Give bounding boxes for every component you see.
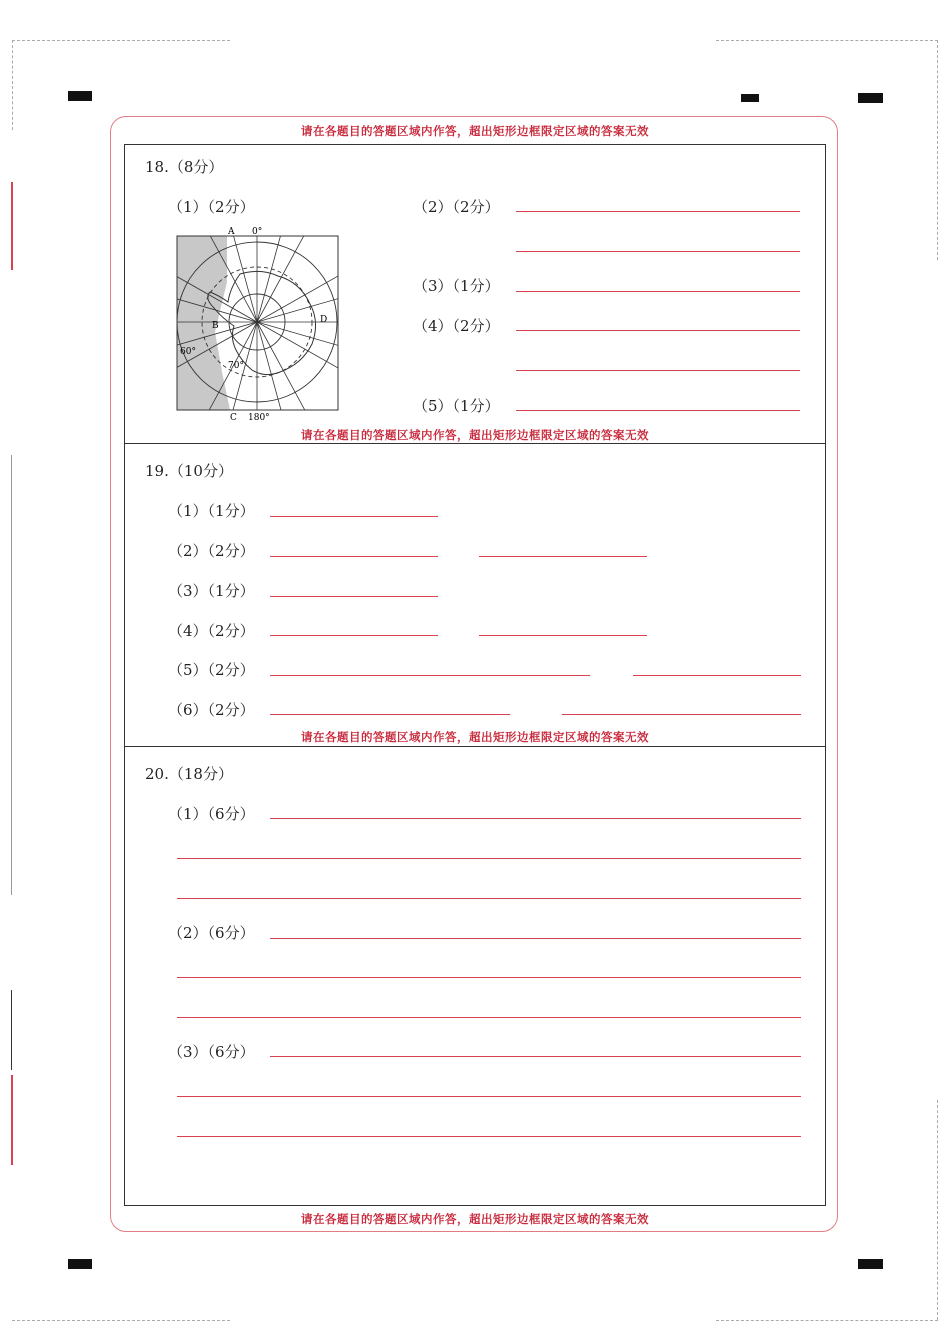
q18-part4-label: （4）（2分） [413, 317, 500, 335]
notice-bottom: 请在各题目的答题区域内作答，超出矩形边框限定区域的答案无效 [301, 1212, 649, 1226]
top-left-dashed-border [12, 40, 230, 41]
registration-mark-top-right [858, 93, 883, 103]
q19-part6-label: （6）（2分） [168, 701, 255, 719]
registration-mark-bottom-right [858, 1259, 883, 1269]
map-label-b: B [212, 321, 219, 331]
q18-part5-label: （5）（1分） [413, 397, 500, 415]
q20-part3-answer-line-3[interactable] [177, 1136, 801, 1137]
section-divider-18-19 [124, 443, 826, 444]
right-dashed-border-lower [937, 1100, 938, 1320]
map-label-60deg: 60° [180, 347, 196, 357]
q19-part5-answer-line-2[interactable] [633, 675, 801, 676]
q20-part1-answer-line-1[interactable] [270, 818, 801, 819]
map-label-0deg: 0° [252, 227, 263, 237]
left-red-margin-mark [11, 182, 13, 270]
map-label-c: C [230, 413, 237, 422]
q19-part1-label: （1）（1分） [168, 502, 255, 520]
q18-part3-label: （3）（1分） [413, 277, 500, 295]
q19-part4-answer-line-2[interactable] [479, 635, 647, 636]
q20-part2-answer-line-1[interactable] [270, 938, 801, 939]
q19-part4-answer-line-1[interactable] [270, 635, 438, 636]
q20-part1-answer-line-2[interactable] [177, 858, 801, 859]
bottom-right-dashed-border [716, 1320, 938, 1321]
q18-part2-label: （2）（2分） [413, 198, 500, 216]
q18-part5-answer-line[interactable] [516, 410, 800, 411]
q20-part3-answer-line-1[interactable] [270, 1056, 801, 1057]
q19-part6-answer-line-2[interactable] [562, 714, 801, 715]
q18-part4-answer-line-2[interactable] [516, 370, 800, 371]
q20-part2-answer-line-3[interactable] [177, 1017, 801, 1018]
q18-part1-label: （1）（2分） [168, 198, 255, 216]
left-grey-margin-mark [11, 455, 12, 895]
antarctica-polar-map [170, 222, 345, 422]
q20-part3-label: （3）（6分） [168, 1043, 255, 1061]
q19-part2-answer-line-2[interactable] [479, 556, 647, 557]
q20-part2-label: （2）（6分） [168, 924, 255, 942]
q19-part2-label: （2）（2分） [168, 542, 255, 560]
q18-part2-answer-line-1[interactable] [516, 211, 800, 212]
q19-part5-answer-line-1[interactable] [270, 675, 590, 676]
registration-mark-top-mid [741, 94, 759, 102]
top-right-dashed-border [716, 40, 938, 41]
left-dashed-border [12, 40, 13, 130]
q18-part3-answer-line[interactable] [516, 291, 800, 292]
question-19-title: 19.（10分） [145, 462, 233, 480]
q18-part2-answer-line-2[interactable] [516, 251, 800, 252]
notice-q18: 请在各题目的答题区域内作答，超出矩形边框限定区域的答案无效 [301, 428, 649, 442]
left-dark-margin-mark [11, 990, 12, 1070]
notice-q19: 请在各题目的答题区域内作答，超出矩形边框限定区域的答案无效 [301, 730, 649, 744]
left-red-margin-mark-lower [11, 1075, 13, 1165]
map-label-180deg: 180° [248, 413, 270, 422]
q19-part4-label: （4）（2分） [168, 622, 255, 640]
q20-part1-answer-line-3[interactable] [177, 898, 801, 899]
q19-part3-answer-line[interactable] [270, 596, 438, 597]
q19-part1-answer-line[interactable] [270, 516, 438, 517]
q19-part6-answer-line-1[interactable] [270, 714, 510, 715]
right-dashed-border [937, 40, 938, 260]
q20-part3-answer-line-2[interactable] [177, 1096, 801, 1097]
q20-part1-label: （1）（6分） [168, 805, 255, 823]
q20-part2-answer-line-2[interactable] [177, 977, 801, 978]
registration-mark-bottom-left [68, 1259, 92, 1269]
q19-part2-answer-line-1[interactable] [270, 556, 438, 557]
question-20-title: 20.（18分） [145, 765, 233, 783]
q19-part5-label: （5）（2分） [168, 661, 255, 679]
section-divider-19-20 [124, 746, 826, 747]
map-label-70deg: 70° [228, 361, 244, 371]
registration-mark-top-left [68, 91, 92, 101]
question-18-title: 18.（8分） [145, 158, 224, 176]
map-label-a: A [228, 227, 235, 237]
notice-top: 请在各题目的答题区域内作答，超出矩形边框限定区域的答案无效 [301, 124, 649, 138]
map-label-d: D [320, 315, 328, 325]
q18-part4-answer-line-1[interactable] [516, 330, 800, 331]
q19-part3-label: （3）（1分） [168, 582, 255, 600]
bottom-left-dashed-border [12, 1320, 230, 1321]
